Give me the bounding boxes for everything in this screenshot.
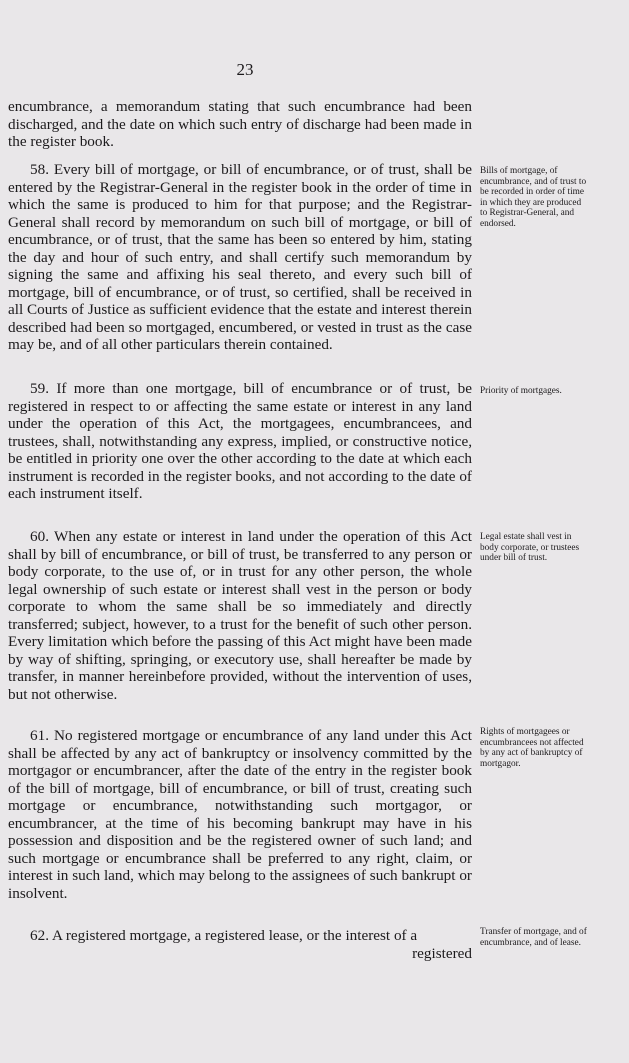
paragraph-text: encumbrance, a memorandum stating that such encumbrance had been discharged, and the date on which such entry of discharge had been made in the register book. <box>8 98 472 150</box>
paragraph-text: 58. Every bill of mortgage, or bill of encumbrance, or of trust, shall be entered by the Registrar-General in the register book in the order of time in which the same is produced to him for that purpose; and the Registrar-General shall record by memorandum on such bill of mortgage, or bill of encumbrance, or of trust, that the same has been so entered by him, stating the day and hour of such entry, and shall certify such memorandum by signing the same and affixing his seal thereto, and every such bill of mortgage, bill of encumbrance, or of trust, so certified, shall be received in all Courts of Justice as sufficient evidence that the estate and interest therein described had been so mortgaged, encumbered, or vested in trust as the case may be, and of all other particulars therein contained. <box>8 161 472 353</box>
paragraph-text: 60. When any estate or interest in land under the operation of this Act shall by bill of encumbrance, or bill of trust, be transferred to any person or body corporate, to the use of, or in trust for any other person, the whole legal ownership of such estate or interest shall vest in the person or body corporate to whom the same shall be so immediately and directly transferred; subject, however, to a trust for the benefit of such other person. Every limitation which before the passing of this Act might have been made by way of shifting, springing, or executory use, shall hereafter be made by transfer, in manner hereinbefore provided, without the intervention of uses, but not otherwise. <box>8 528 472 703</box>
paragraph-text-line2: registered <box>412 944 472 962</box>
paragraph-text: 62. A registered mortgage, a registered lease, or the interest of a <box>30 927 418 944</box>
sidenote-59: Priority of mortgages. <box>480 386 562 396</box>
section-60 <box>8 528 472 703</box>
sidenote-58: Bills of mortgage, of encumbrance, and of trust to be recorded in order of time in which they are produced to Registrar-General, and endorsed. <box>480 166 587 229</box>
sidenote-62: Transfer of mortgage, and of encumbrance, and of lease. <box>480 927 587 948</box>
page-number: 23 <box>236 60 254 79</box>
section-59 <box>8 380 472 503</box>
section-61 <box>8 727 472 902</box>
paragraph-text: 59. If more than one mortgage, bill of encumbrance or of trust, be registered in respect to or affecting the same estate or interest in any land under the operation of this Act, the mortgagees, encumbrancees, and trustees, shall, notwithstanding any express, implied, or constructive notice, be entitled in priority one over the other according to the date at which each instrument is recorded in the register books, and not according to the date of each instrument itself. <box>8 380 472 502</box>
sidenote-61: Rights of mortgagees or encumbrancees not affected by any act of bankruptcy of mortgagor. <box>480 727 584 769</box>
section-62 <box>8 927 472 962</box>
paragraph-text: 61. No registered mortgage or encumbrance of any land under this Act shall be affected by any act of bankruptcy or insolvency committed by the mortgagor or encumbrancer, after the date of the entry in the register book of the bill of mortgage, bill of encumbrance, or bill of trust, creating such mortgage or encumbrance, notwithstanding such mortgagor, or encumbrancer, at the time of his becoming bankrupt may have in his possession and disposition and be the registered owner of such land; and such mortgage or encumbrance shall be preferred to any right, claim, or interest in such land, which may belong to the assignees of such bankrupt or insolvent. <box>8 727 472 902</box>
section-58 <box>8 161 472 354</box>
paragraph-continuation <box>8 98 472 151</box>
sidenote-60: Legal estate shall vest in body corporate, or trustees under bill of trust. <box>480 532 580 564</box>
